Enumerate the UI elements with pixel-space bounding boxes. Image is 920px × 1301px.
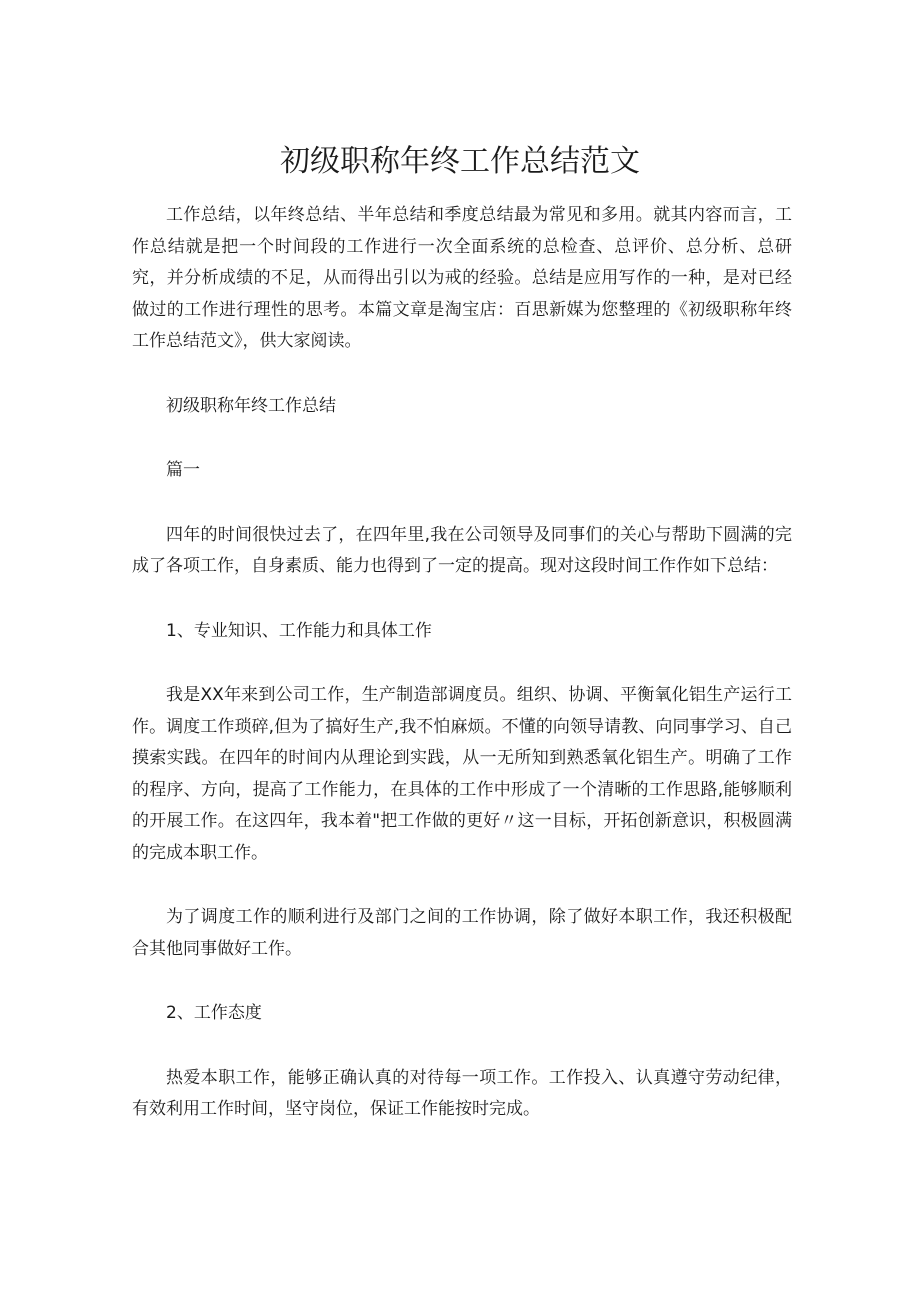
- paragraph-2: 我是XX年来到公司工作，生产制造部调度员。组织、协调、平衡氧化铝生产运行工作。调度工作琐碎,但为了搞好生产,我不怕麻烦。不懂的向领导请教、向同事学习、自己摸索实践。在四年的时间内从理论到实践，从一无所知到熟悉氧化铝生产。明确了工作的程序、方向，提高了工作能力，在具体的工作中形成了一个清晰的工作思路,能够顺利的开展工作。在这四年，我本着"把工作做的更好〃这一目标，开拓创新意识，积极圆满的完成本职工作。: [132, 685, 792, 863]
- subtitle: 初级职称年终工作总结: [166, 395, 336, 416]
- paragraph-3: 为了调度工作的顺利进行及部门之间的工作协调，除了做好本职工作，我还积极配合其他同事做好工作。: [132, 907, 792, 959]
- section-2-heading: 2、工作态度: [166, 1003, 262, 1023]
- paragraph-4: 热爱本职工作，能够正确认真的对待每一项工作。工作投入、认真遵守劳动纪律，有效利用工作时间，坚守岗位，保证工作能按时完成。: [132, 1067, 792, 1119]
- intro-paragraph: 工作总结，以年终总结、半年总结和季度总结最为常见和多用。就其内容而言，工作总结就是把一个时间段的工作进行一次全面系统的总检查、总评价、总分析、总研究，并分析成绩的不足，从而得出引以为戒的经验。总结是应用写作的一种，是对已经做过的工作进行理性的思考。本篇文章是淘宝店：百思新媒为您整理的《初级职称年终工作总结范文》，供大家阅读。: [132, 205, 792, 351]
- document-title: 初级职称年终工作总结范文: [280, 144, 640, 179]
- section-1-heading: 1、专业知识、工作能力和具体工作: [166, 620, 432, 641]
- document-body: [132, 200, 792, 1159]
- part-label: 篇一: [166, 460, 200, 480]
- paragraph-1: 四年的时间很快过去了，在四年里,我在公司领导及同事们的关心与帮助下圆满的完成了各项工作，自身素质、能力也得到了一定的提高。现对这段时间工作作如下总结：: [132, 524, 792, 576]
